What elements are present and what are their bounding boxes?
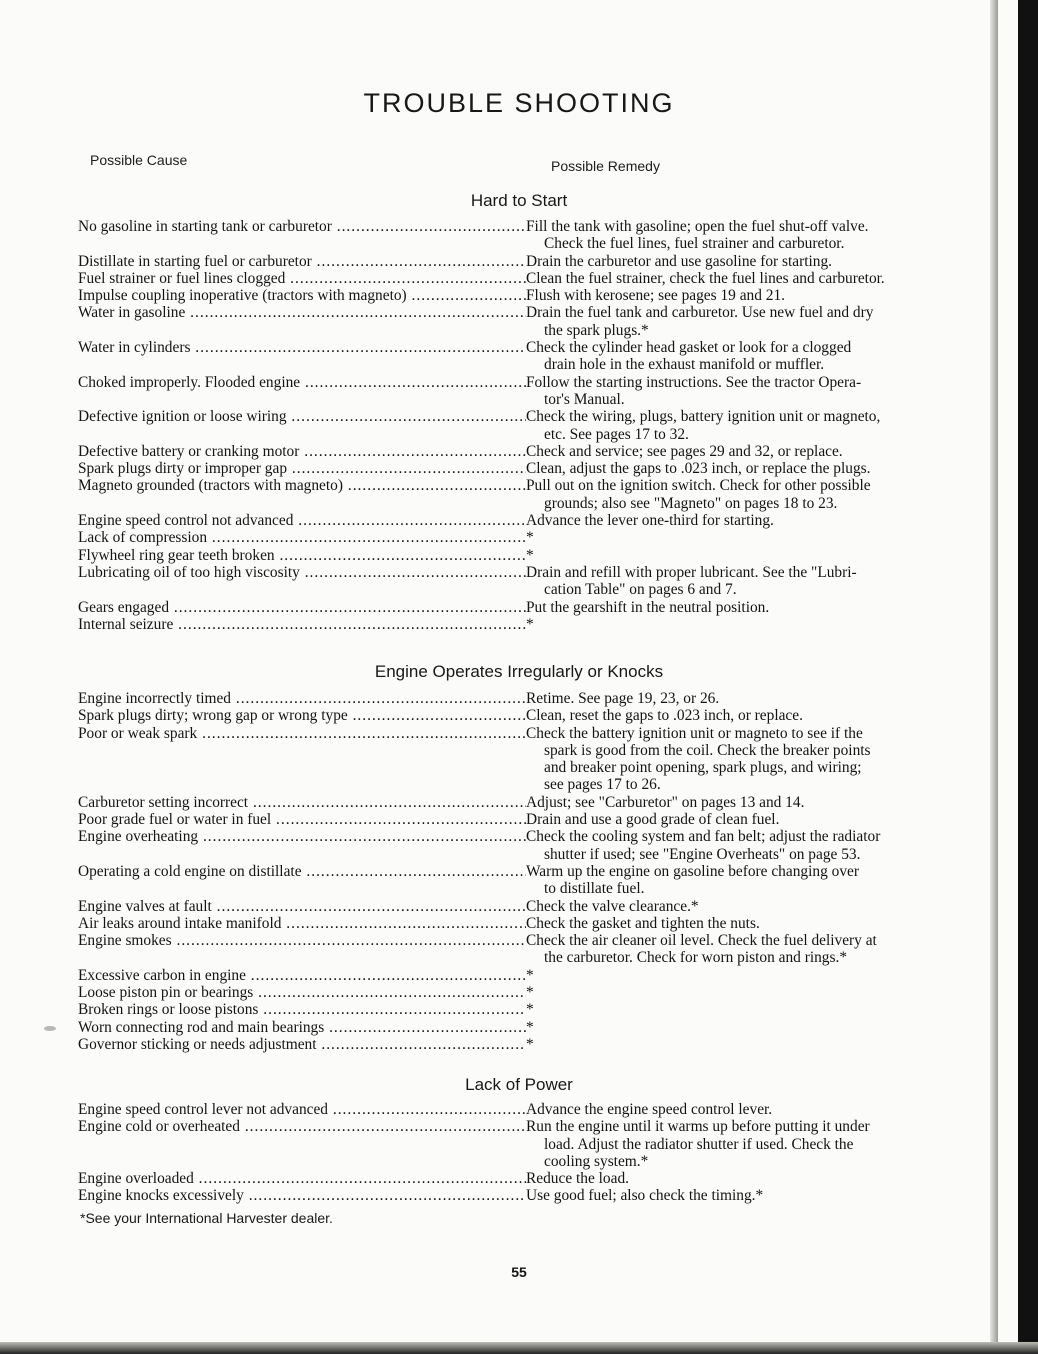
remedy-line: Check the gasket and tighten the nuts.	[526, 914, 760, 932]
remedy-line: *	[526, 1001, 534, 1019]
trouble-row	[78, 443, 978, 460]
remedy-text	[526, 1118, 978, 1170]
trouble-row	[78, 599, 978, 616]
cause-text: Defective ignition or loose wiring .....	[78, 408, 526, 425]
remedy-line: grounds; also see "Magneto" on pages 18 to 23.	[544, 494, 838, 512]
remedy-line: Drain the fuel tank and carburetor. Use new fuel and dry	[526, 304, 874, 322]
remedy-line: Clean, adjust the gaps to .023 inch, or replace the plugs.	[526, 460, 871, 478]
page-bottom-shadow	[0, 1342, 1038, 1354]
remedy-line: Drain and use a good grade of clean fuel.	[526, 811, 780, 829]
remedy-text	[526, 547, 978, 564]
cause-text: Spark plugs dirty or improper gap .....	[78, 460, 526, 477]
remedy-text	[526, 690, 978, 707]
remedy-line: *	[526, 615, 534, 633]
trouble-row	[78, 408, 978, 443]
remedy-line: Clean, reset the gaps to .023 inch, or replace.	[526, 707, 803, 725]
cause-text: Water in cylinders .....	[78, 339, 526, 356]
cause-text: Impulse coupling inoperative (tractors with magneto) .....	[78, 287, 526, 304]
remedy-line: Retime. See page 19, 23, or 26.	[526, 690, 720, 707]
cause-text: Engine smokes .....	[78, 932, 526, 949]
section-heading-irregular-knocks: Engine Operates Irregularly or Knocks	[374, 662, 664, 681]
cause-text: Lack of compression .....	[78, 529, 526, 546]
trouble-row	[78, 811, 978, 828]
cause-text: Engine overloaded .....	[78, 1170, 526, 1187]
remedy-text	[526, 1036, 978, 1053]
possible-cause-header: Possible Cause	[90, 152, 188, 168]
cause-text: Engine speed control not advanced .....	[78, 512, 526, 529]
remedy-line: the spark plugs.*	[544, 321, 649, 339]
remedy-line: Check the battery ignition unit or magneto to see if the	[526, 724, 863, 742]
remedy-line: Warm up the engine on gasoline before changing over	[526, 862, 859, 880]
remedy-line: see pages 17 to 26.	[544, 776, 661, 794]
page-title: TROUBLE SHOOTING	[363, 88, 675, 118]
remedy-line: Check the valve clearance.*	[526, 897, 699, 915]
cause-text: Governor sticking or needs adjustment .....	[78, 1036, 526, 1053]
remedy-text	[526, 794, 978, 811]
remedy-line: cation Table" on pages 6 and 7.	[544, 581, 737, 599]
remedy-line: *	[526, 546, 534, 564]
trouble-row	[78, 564, 978, 599]
remedy-text	[526, 707, 978, 724]
trouble-row	[78, 512, 978, 529]
cause-text: Worn connecting rod and main bearings .....	[78, 1019, 526, 1036]
trouble-row	[78, 932, 978, 967]
cause-text: Excessive carbon in engine .....	[78, 967, 526, 984]
remedy-line: *	[526, 984, 534, 1002]
remedy-text	[526, 304, 978, 339]
cause-text: No gasoline in starting tank or carburetor .....	[78, 218, 526, 235]
remedy-text	[526, 1187, 978, 1204]
remedy-text	[526, 270, 978, 287]
remedy-line: Put the gearshift in the neutral position.	[526, 598, 770, 616]
trouble-row	[78, 1001, 978, 1018]
trouble-row	[78, 690, 978, 707]
trouble-row	[78, 863, 978, 898]
trouble-row	[78, 270, 978, 287]
section-hard-to-start	[78, 218, 978, 633]
cause-text: Operating a cold engine on distillate .....	[78, 863, 526, 880]
trouble-row	[78, 460, 978, 477]
remedy-text	[526, 374, 978, 409]
cause-text: Engine incorrectly timed .....	[78, 690, 526, 707]
scan-smudge	[44, 1026, 56, 1031]
trouble-row	[78, 967, 978, 984]
cause-text: Broken rings or loose pistons .....	[78, 1001, 526, 1018]
remedy-text	[526, 443, 978, 460]
remedy-line: Check the air cleaner oil level. Check the fuel delivery at	[526, 932, 877, 950]
remedy-text	[526, 1019, 978, 1036]
remedy-line: Check the cooling system and fan belt; adjust the radiator	[526, 828, 881, 846]
trouble-row	[78, 477, 978, 512]
cause-text: Internal seizure .....	[78, 616, 526, 633]
cause-text: Defective battery or cranking motor .....	[78, 443, 526, 460]
remedy-text	[526, 408, 978, 443]
trouble-row	[78, 1170, 978, 1187]
trouble-row	[78, 218, 978, 253]
section-irregular-knocks	[78, 690, 978, 1053]
trouble-row	[78, 287, 978, 304]
remedy-text	[526, 339, 978, 374]
remedy-text	[526, 253, 978, 270]
cause-text: Water in gasoline .....	[78, 304, 526, 321]
remedy-text	[526, 599, 978, 616]
cause-text: Choked improperly. Flooded engine .....	[78, 374, 526, 391]
remedy-line: Clean the fuel strainer, check the fuel lines and carburetor.	[526, 269, 885, 287]
remedy-text	[526, 725, 978, 794]
cause-text: Engine valves at fault .....	[78, 898, 526, 915]
cause-text: Lubricating oil of too high viscosity .....	[78, 564, 526, 581]
trouble-row	[78, 915, 978, 932]
page-number: 55	[511, 1264, 527, 1280]
cause-text: Poor or weak spark .....	[78, 725, 526, 742]
remedy-line: drain hole in the exhaust manifold or muffler.	[544, 356, 825, 374]
cause-text: Air leaks around intake manifold .....	[78, 915, 526, 932]
trouble-row	[78, 1036, 978, 1053]
remedy-text	[526, 616, 978, 633]
possible-remedy-header: Possible Remedy	[551, 158, 660, 174]
remedy-line: Run the engine until it warms up before putting it under	[526, 1118, 870, 1136]
remedy-text	[526, 287, 978, 304]
remedy-line: Advance the engine speed control lever.	[526, 1101, 773, 1118]
trouble-row	[78, 253, 978, 270]
remedy-text	[526, 932, 978, 967]
trouble-row	[78, 707, 978, 724]
remedy-text	[526, 967, 978, 984]
section-lack-of-power	[78, 1101, 978, 1205]
remedy-line: *	[526, 966, 534, 984]
cause-text: Gears engaged .....	[78, 599, 526, 616]
remedy-line: Follow the starting instructions. See the tractor Opera-	[526, 373, 862, 391]
remedy-text	[526, 460, 978, 477]
trouble-row	[78, 828, 978, 863]
remedy-line: Fill the tank with gasoline; open the fuel shut-off valve.	[526, 218, 869, 235]
trouble-row	[78, 1118, 978, 1170]
trouble-row	[78, 529, 978, 546]
cause-text: Engine knocks excessively .....	[78, 1187, 526, 1204]
remedy-line: the carburetor. Check for worn piston and rings.*	[544, 949, 848, 967]
trouble-row	[78, 1187, 978, 1204]
trouble-row	[78, 898, 978, 915]
remedy-line: *	[526, 1035, 534, 1053]
trouble-row	[78, 339, 978, 374]
cause-text: Distillate in starting fuel or carburetor .....	[78, 253, 526, 270]
remedy-text	[526, 915, 978, 932]
remedy-line: Check the cylinder head gasket or look for a clogged	[526, 339, 852, 357]
cause-text: Poor grade fuel or water in fuel .....	[78, 811, 526, 828]
trouble-row	[78, 1019, 978, 1036]
trouble-row	[78, 1101, 978, 1118]
remedy-line: Drain and refill with proper lubricant. See the "Lubri-	[526, 563, 857, 581]
cause-text: Magneto grounded (tractors with magneto) .....	[78, 477, 526, 494]
remedy-line: etc. See pages 17 to 32.	[544, 425, 689, 443]
remedy-line: shutter if used; see "Engine Overheats" on page 53.	[544, 845, 861, 863]
remedy-text	[526, 898, 978, 915]
cause-text: Loose piston pin or bearings .....	[78, 984, 526, 1001]
section-heading-lack-of-power: Lack of Power	[465, 1075, 573, 1094]
remedy-line: *	[526, 529, 534, 547]
remedy-text	[526, 811, 978, 828]
section-heading-hard-to-start: Hard to Start	[470, 191, 568, 210]
remedy-line: Check and service; see pages 29 and 32, or replace.	[526, 442, 843, 460]
remedy-line: cooling system.*	[544, 1152, 649, 1170]
remedy-line: Check the fuel lines, fuel strainer and carburetor.	[544, 235, 845, 253]
remedy-text	[526, 1101, 978, 1118]
remedy-text	[526, 984, 978, 1001]
trouble-row	[78, 616, 978, 633]
trouble-row	[78, 794, 978, 811]
remedy-line: *	[526, 1018, 534, 1036]
trouble-row	[78, 984, 978, 1001]
remedy-text	[526, 218, 978, 253]
cause-text: Engine overheating .....	[78, 828, 526, 845]
cause-text: Flywheel ring gear teeth broken .....	[78, 547, 526, 564]
cause-text: Spark plugs dirty; wrong gap or wrong type .....	[78, 707, 526, 724]
remedy-text	[526, 863, 978, 898]
remedy-text	[526, 512, 978, 529]
remedy-text	[526, 1001, 978, 1018]
cause-text: Engine speed control lever not advanced .....	[78, 1101, 526, 1118]
remedy-text	[526, 477, 978, 512]
remedy-line: Reduce the load.	[526, 1170, 629, 1188]
remedy-text	[526, 828, 978, 863]
cause-text: Fuel strainer or fuel lines clogged .....	[78, 270, 526, 287]
remedy-line: tor's Manual.	[544, 390, 625, 408]
remedy-line: and breaker point opening, spark plugs, and wiring;	[544, 759, 862, 777]
remedy-line: Adjust; see "Carburetor" on pages 13 and 14.	[526, 793, 805, 811]
trouble-row	[78, 547, 978, 564]
remedy-line: spark is good from the coil. Check the breaker points	[544, 741, 871, 759]
remedy-line: Flush with kerosene; see pages 19 and 21.	[526, 287, 786, 305]
trouble-row	[78, 725, 978, 794]
remedy-line: Advance the lever one-third for starting.	[526, 512, 774, 530]
remedy-line: Drain the carburetor and use gasoline for starting.	[526, 252, 832, 270]
trouble-row	[78, 374, 978, 409]
remedy-line: Use good fuel; also check the timing.*	[526, 1187, 764, 1205]
dealer-footnote: *See your International Harvester dealer.	[80, 1210, 333, 1226]
remedy-line: load. Adjust the radiator shutter if used. Check the	[544, 1135, 854, 1153]
remedy-text	[526, 564, 978, 599]
cause-text: Carburetor setting incorrect .....	[78, 794, 526, 811]
remedy-text	[526, 529, 978, 546]
cause-text: Engine cold or overheated .....	[78, 1118, 526, 1135]
remedy-line: Check the wiring, plugs, battery ignition unit or magneto,	[526, 408, 881, 426]
trouble-row	[78, 304, 978, 339]
remedy-text	[526, 1170, 978, 1187]
remedy-line: to distillate fuel.	[544, 880, 645, 898]
remedy-line: Pull out on the ignition switch. Check for other possible	[526, 477, 871, 495]
